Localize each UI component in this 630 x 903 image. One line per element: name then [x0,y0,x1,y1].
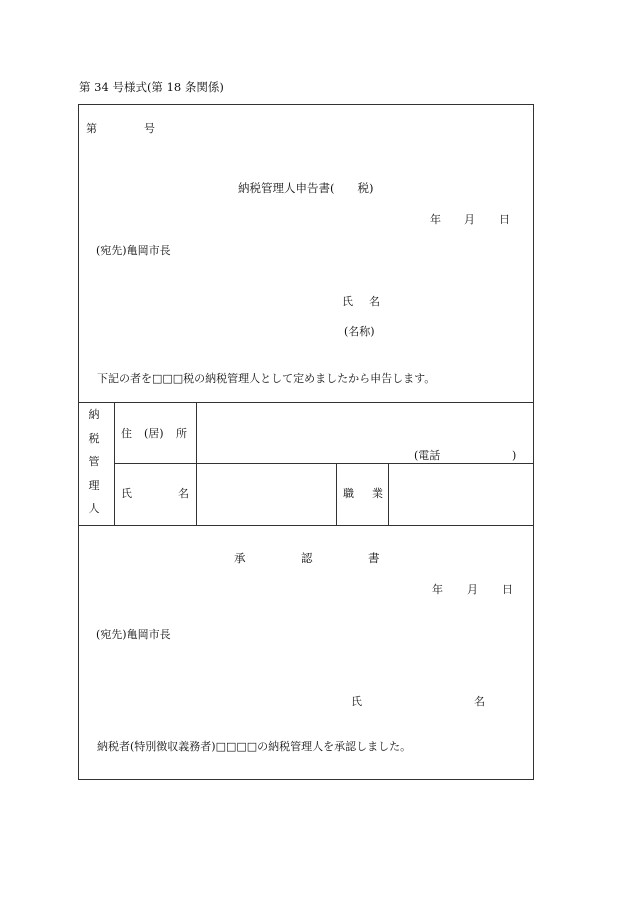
approval-title-c: 書 [368,551,380,565]
occupation-label-b: 業 [372,487,383,500]
phone-label-open: (電話 [414,449,441,462]
agent-name-given: 名 [178,487,189,500]
section-divider-bottom [78,525,534,526]
form-id: 第 34 号様式(第 18 条関係) [79,80,224,94]
agent-side-char: 理 [88,478,100,492]
table-row-divider [114,463,534,464]
declaration-statement: 下記の者を□□□税の納税管理人として定めましたから申告します。 [97,372,436,385]
agent-side-char: 税 [88,431,100,445]
number-suffix: 号 [144,122,155,135]
approval-date-year: 年 [432,583,443,596]
declaration-name-family: 氏 [342,295,353,308]
form-frame [78,104,534,780]
declaration-date-year: 年 [430,213,441,226]
declaration-name-given: 名 [369,295,380,308]
address-label-c: 所 [176,427,187,440]
occupation-label-a: 職 [343,487,354,500]
approval-addressee: (宛先)亀岡市長 [96,628,171,641]
approval-title-b: 認 [301,551,313,565]
approval-statement: 納税者(特別徴収義務者)□□□□の納税管理人を承認しました。 [97,740,412,753]
declaration-date-day: 日 [499,213,510,226]
declaration-org-label: (名称) [344,325,375,338]
declaration-title: 納税管理人申告書( 税) [238,181,374,195]
address-label-b: (居) [144,427,164,440]
table-col-divider-4 [388,463,389,525]
agent-side-char: 納 [88,408,100,421]
phone-label-close: ) [512,449,517,462]
approval-date-month: 月 [467,583,478,596]
agent-side-label [87,409,101,527]
number-prefix: 第 [86,122,97,135]
approval-date-day: 日 [502,583,513,596]
agent-side-char: 人 [88,502,100,515]
table-col-divider-1 [114,402,115,525]
agent-name-family: 氏 [121,487,132,500]
table-col-divider-2 [196,402,197,525]
approval-name-given: 名 [474,695,485,708]
table-col-divider-3 [336,463,337,525]
approval-title-a: 承 [234,551,246,565]
declaration-addressee: (宛先)亀岡市長 [96,244,171,257]
address-label-a: 住 [121,427,132,440]
agent-side-char: 管 [88,455,100,468]
declaration-date-month: 月 [464,213,475,226]
section-divider-top [78,402,534,403]
approval-name-family: 氏 [351,695,362,708]
